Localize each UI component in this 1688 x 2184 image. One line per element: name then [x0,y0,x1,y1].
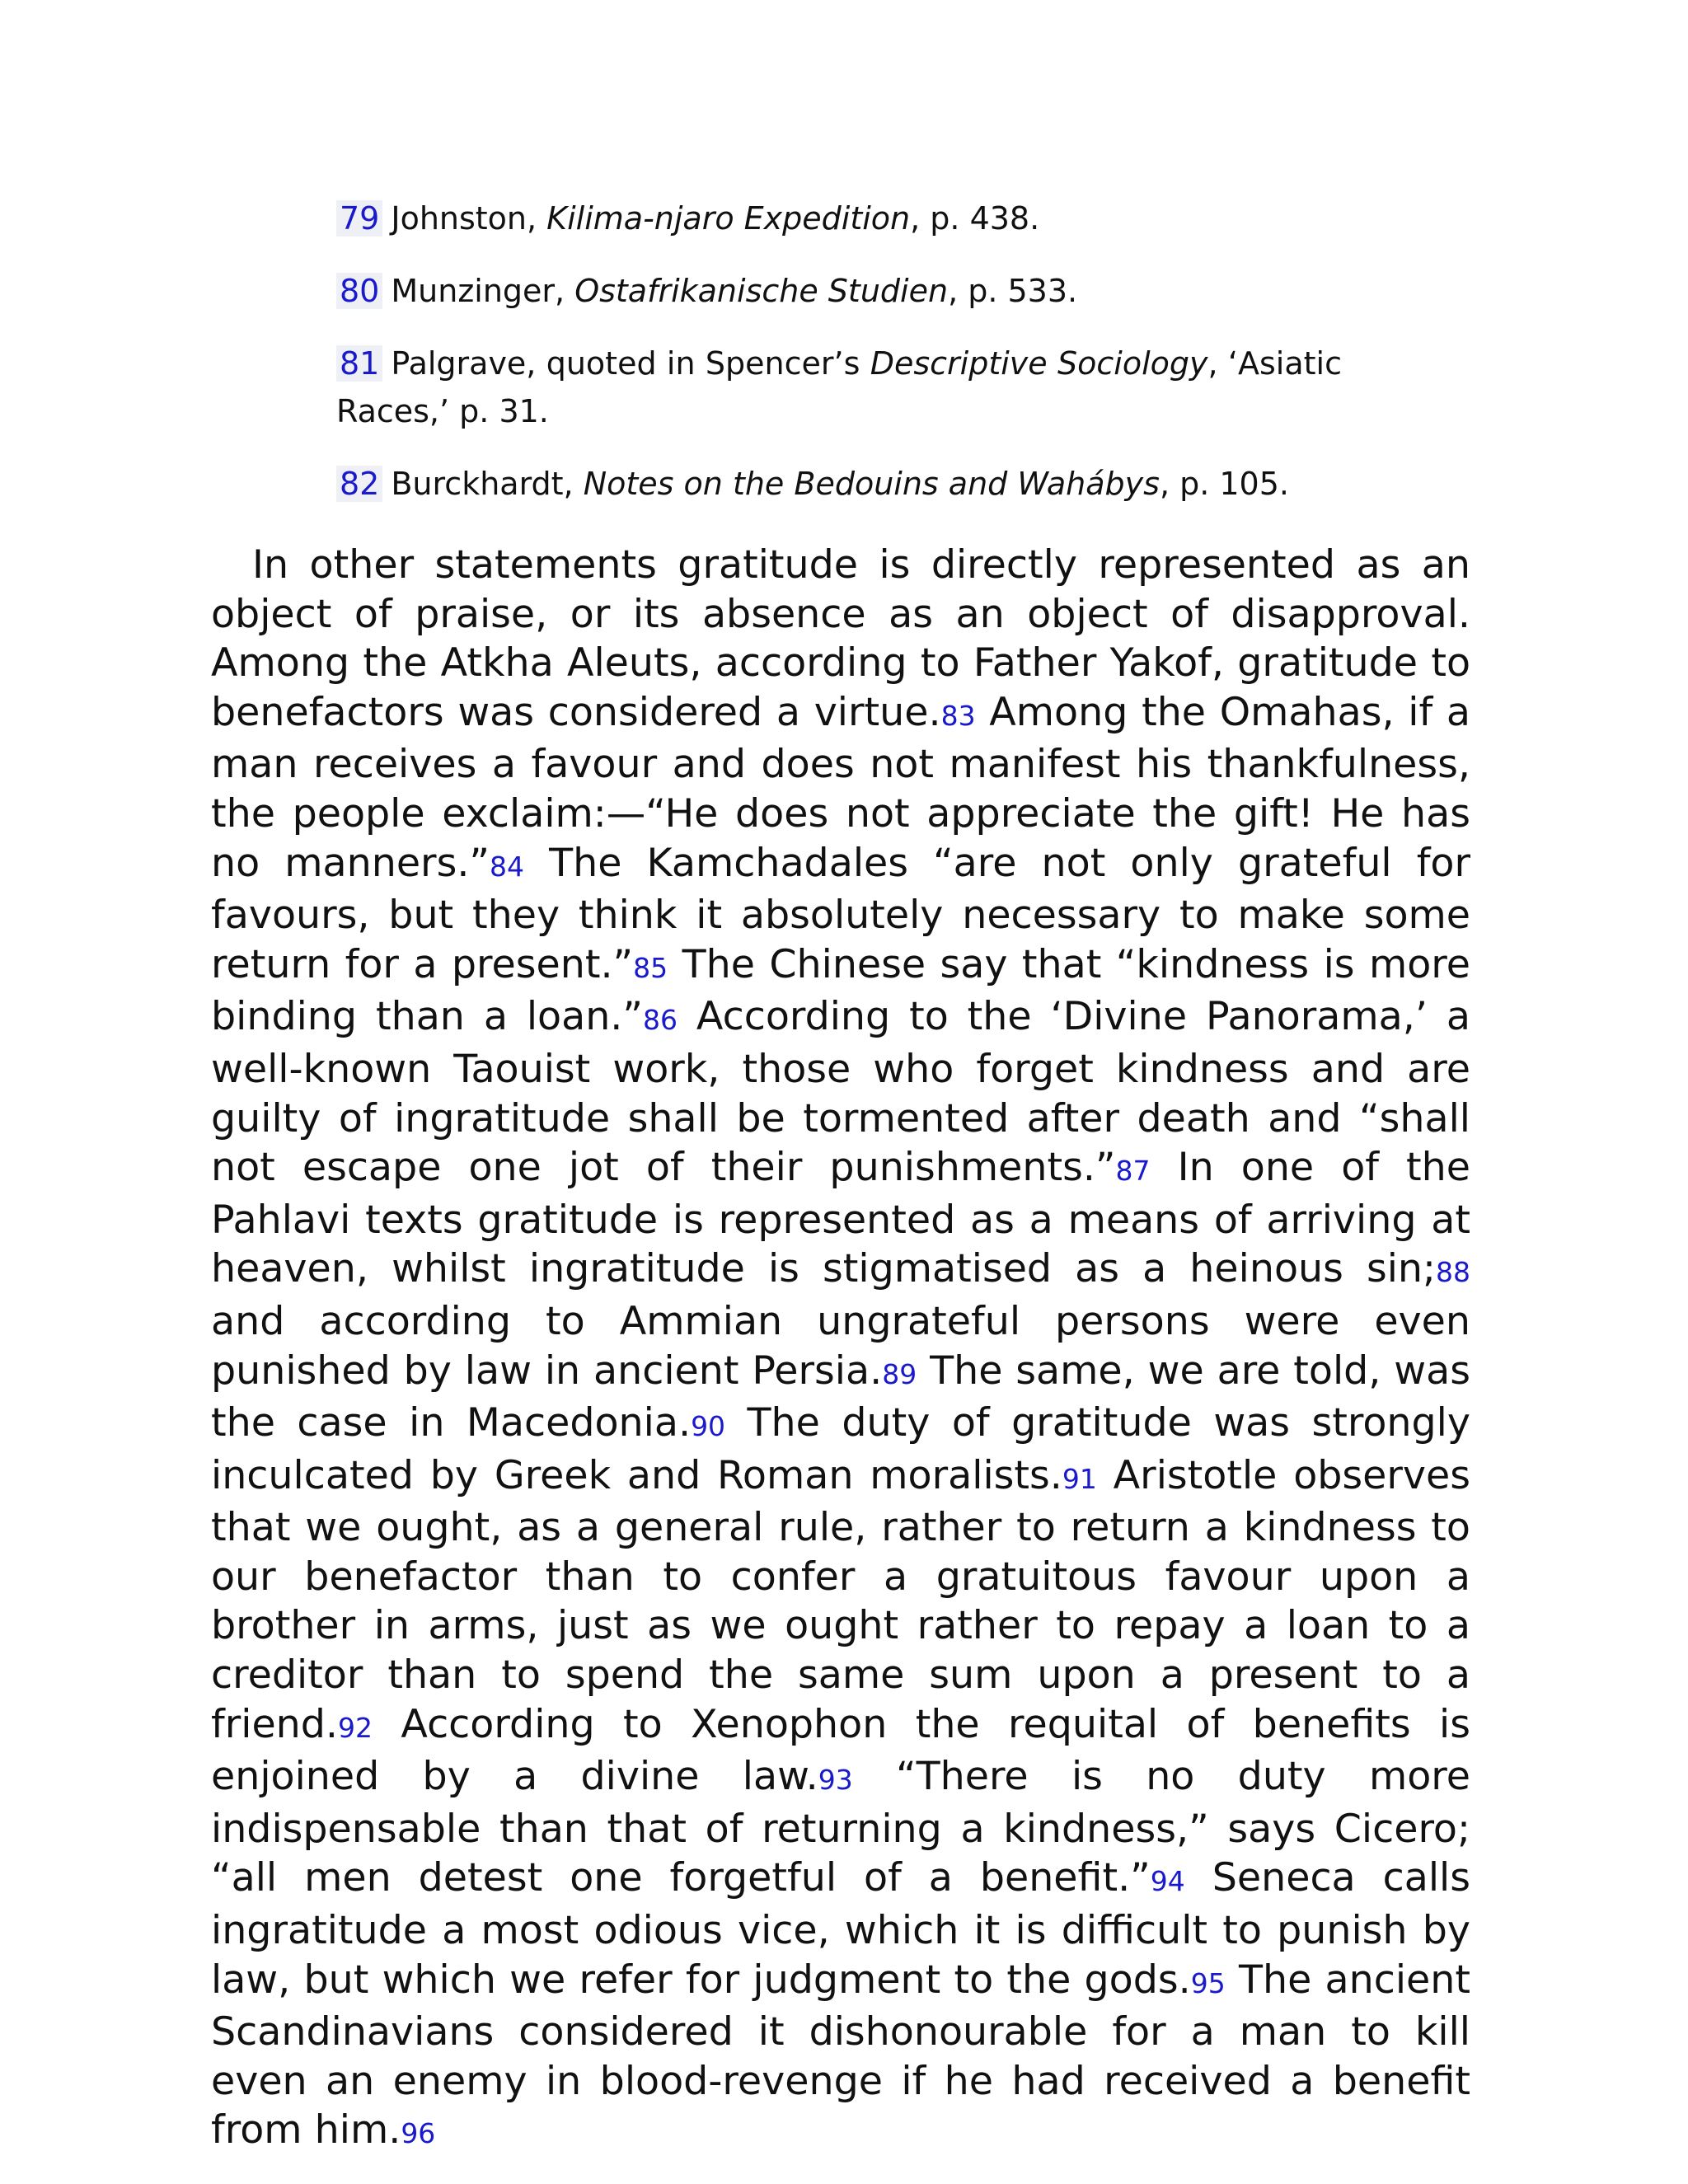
footnote-title: Notes on the Bedouins and Wahábys [583,466,1160,502]
footnote-text: Palgrave, quoted in Spencer’s [391,345,870,382]
footnote-number-link[interactable]: 79 [336,200,382,237]
footnote-79 [336,194,1342,242]
footnote-text: , p. 105. [1159,466,1289,502]
footnote-text: Munzinger, [391,273,575,309]
footnote-ref-85[interactable]: 85 [633,951,668,984]
body-paragraph [211,541,1470,2158]
footnote-ref-88[interactable]: 88 [1436,1256,1470,1289]
footnote-number-link[interactable]: 81 [336,345,382,382]
paragraph-text: According to Xenophon the requital of benefits is enjoined by a divine law. [211,1701,1470,1800]
footnote-ref-83[interactable]: 83 [940,699,976,732]
footnotes-block [336,194,1342,532]
paragraph-text: Among the Omahas, if a man receives a favour and does not manifest his thankfulness, the people exclaim:—“He does not appreciate the gift! He has no manners.” [211,689,1470,886]
footnote-ref-95[interactable]: 95 [1190,1966,1226,1999]
paragraph-text: The Kamchadales “are not only grateful for favours, but they think it absolutely necessary to make some return for a present.” [211,840,1470,987]
footnote-ref-91[interactable]: 91 [1062,1462,1097,1495]
paragraph-text: The same, we are told, was the case in Macedonia. [211,1347,1470,1446]
footnote-ref-90[interactable]: 90 [691,1410,726,1443]
footnote-ref-84[interactable]: 84 [490,850,525,883]
paragraph-text: The duty of gratitude was strongly inculcated by Greek and Roman moralists. [211,1400,1470,1498]
footnote-81 [336,340,1342,435]
paragraph-text: “There is no duty more indispensable than that of returning a kindness,” says Cicero; “all men detest one forgetful of a benefit.” [211,1754,1470,1901]
paragraph-text: In other statements gratitude is directly represented as an object of praise, or its absence as an object of disapproval. Among the Atkha Aleuts, according to Father Yakof, gratitude to benefactors was considered a virtue. [211,542,1470,735]
footnote-ref-87[interactable]: 87 [1115,1155,1151,1188]
footnote-80 [336,267,1342,315]
footnote-title: Kilima-njaro Expedition [546,200,911,237]
footnote-ref-96[interactable]: 96 [401,2117,436,2150]
footnote-number-link[interactable]: 82 [336,466,382,502]
paragraph-text: In one of the Pahlavi texts gratitude is represented as a means of arriving at heaven, whilst ingratitude is stigmatised as a heinous sin; [211,1145,1470,1292]
footnote-text: , p. 533. [948,273,1078,309]
footnote-text: , ‘Asiatic Races,’ p. 31. [336,345,1342,429]
paragraph-text: Seneca calls ingratitude a most odious vice, which it is difficult to punish by law, but which we refer for judgment to the gods. [211,1855,1470,2003]
footnote-text: Burckhardt, [391,466,584,502]
paragraph-text: According to the ‘Divine Panorama,’ a well-known Taouist work, those who forget kindness and are guilty of ingratitude shall be tormented after death and “shall not escape one jot of their punishments.” [211,994,1470,1191]
footnote-ref-94[interactable]: 94 [1150,1865,1185,1898]
footnote-title: Descriptive Sociology [870,345,1208,382]
footnote-82 [336,460,1342,508]
footnote-text: Johnston, [391,200,547,237]
footnote-ref-92[interactable]: 92 [338,1711,373,1744]
footnote-text: , p. 438. [910,200,1040,237]
footnote-title: Ostafrikanische Studien [574,273,949,309]
footnote-ref-86[interactable]: 86 [643,1004,678,1037]
footnote-ref-89[interactable]: 89 [882,1357,917,1390]
footnote-number-link[interactable]: 80 [336,273,382,309]
paragraph-text: Aristotle observes that we ought, as a general rule, rather to return a kindness to our benefactor than to confer a gratuitous favour upon a brother in arms, just as we ought rather to repay a loan to a creditor than to spend the same sum upon a present to a friend. [211,1452,1470,1747]
footnote-ref-93[interactable]: 93 [818,1764,853,1797]
paragraph-text: The Chinese say that “kindness is more binding than a loan.” [211,941,1470,1040]
paragraph-text: and according to Ammian ungrateful persons were even punished by law in ancient Persia. [211,1298,1470,1394]
paragraph-text: The ancient Scandinavians considered it dishonourable for a man to kill even an enemy in blood-revenge if he had received a benefit from him. [211,1957,1470,2154]
